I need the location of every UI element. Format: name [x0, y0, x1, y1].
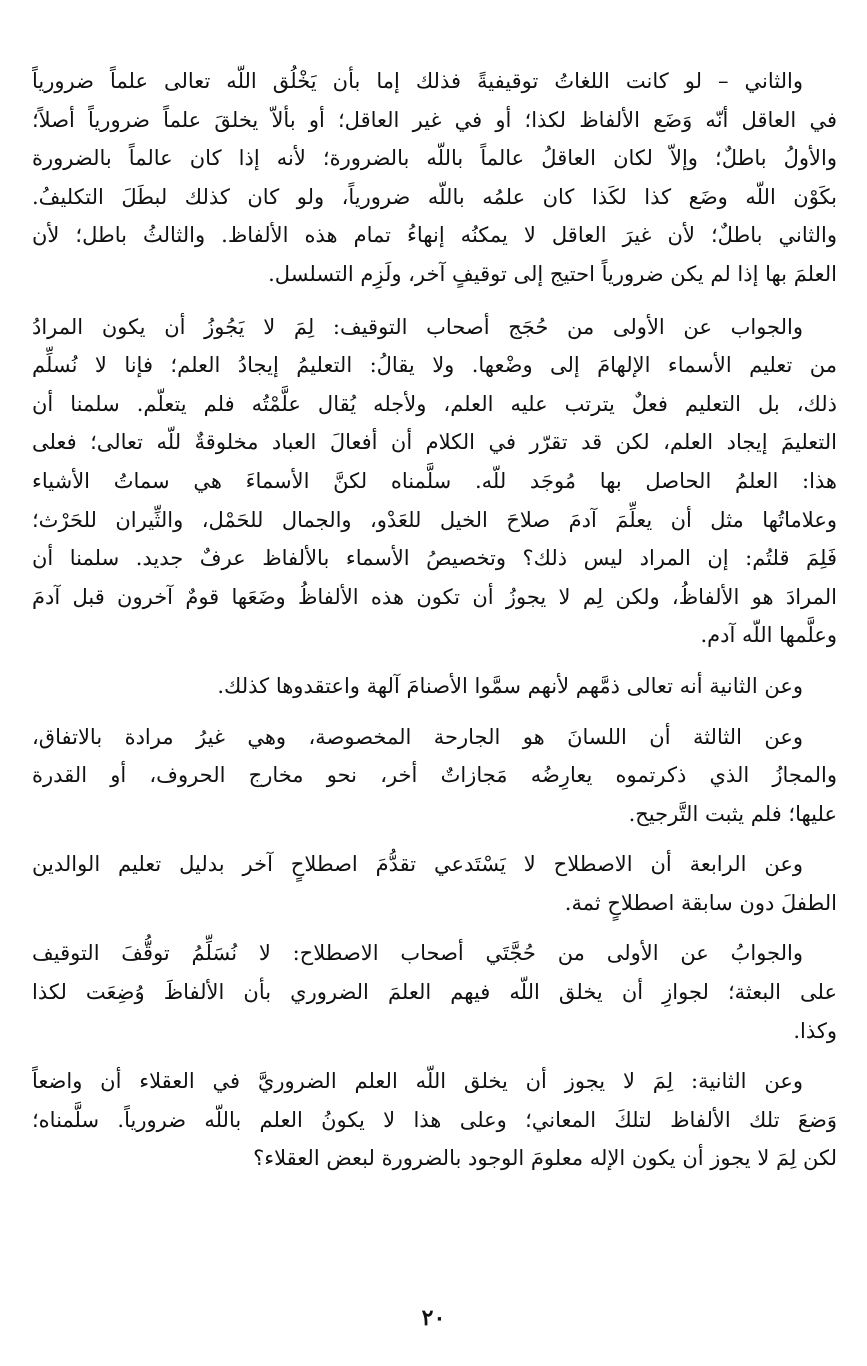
text-line: التعليمَ إيجاد العلم، لكن قد تقرّر في الكلام أن أفعالَ العباد مخلوقةٌ للّه تعالى؛ فعلى	[32, 430, 837, 455]
text-line: والجوابُ عن الأولى من حُجَّتَي أصحاب الاصطلاح: لا نُسَلِّمُ توقُّفَ التوقيف	[32, 941, 803, 966]
paragraph	[32, 934, 837, 1050]
text-line: في العاقل أنّه وَضَع الألفاظ لكذا؛ أو في غير العاقل؛ أو بألاّ يخلقَ علماً ضرورياً أصلاً؛	[32, 107, 837, 132]
text-line: فَلِمَ قلتُم: إن المراد ليس ذلك؟ وتخصيصُ الأسماء بالألفاظ عرفٌ جديد. سلمنا أن	[32, 546, 837, 571]
page-number: ٢٠	[421, 1305, 446, 1331]
text-line: ذلك، بل التعليم فعلٌ يترتب عليه العلم، ولأجله يُقال علَّمْتُه فلم يتعلّم. سلمنا أن	[32, 391, 837, 416]
text-line: عليها؛ فلم يثبت التَّرجيح.	[628, 801, 837, 826]
text-line: وعن الرابعة أن الاصطلاح لا يَسْتَدعي تقدُّمَ اصطلاحٍ آخر بدليل تعليم الوالدين	[32, 852, 803, 877]
text-line: وعن الثالثة أن اللسانَ هو الجارحة المخصوصة، وهي غيرُ مرادة بالاتفاق،	[32, 724, 803, 749]
paragraph	[32, 1062, 837, 1178]
paragraph	[32, 845, 837, 922]
text-line: الطفلَ دون سابقة اصطلاحٍ ثمة.	[564, 890, 837, 915]
text-line: والمجازُ الذي ذكرتموه يعارِضُه مَجازاتٌ أخر، نحو مخارج الحروف، أو القدرة	[32, 763, 837, 788]
text-line: والجواب عن الأولى من حُجَج أصحاب التوقيف: لِمَ لا يَجُوزُ أن يكون المرادُ	[32, 314, 803, 339]
text-line: والثاني – لو كانت اللغاتُ توقيفيةً فذلك إما بأن يَخْلُق اللّه تعالى علماً ضرورياً	[32, 69, 803, 93]
text-line: وعن الثانية: لِمَ لا يجوز أن يخلق اللّه العلم الضروريَّ في العقلاء أن واضعاً	[32, 1069, 803, 1094]
text-line: على البعثة؛ لجوازِ أن يخلق اللّه فيهم العلمَ الضروري بأن الألفاظَ وُضِعَت لكذا	[32, 980, 837, 1005]
text-line: وعلاماتُها مثل أن يعلِّمَ آدمَ صلاحَ الخيل للعَدْو، والجمال للحَمْل، والثِّيران للحَرْث؛	[32, 507, 837, 532]
text-line: المرادَ هو الألفاظُ، ولكن لِم لا يجوزُ أن تكون هذه الألفاظُ وضَعَها قومٌ آخرون قبل آدمَ	[32, 584, 837, 609]
text-line: وكذا.	[793, 1018, 837, 1043]
text-line: والأولُ باطلٌ؛ وإلاّ لكان العاقلُ عالماً باللّه بالضرورة؛ لأنه إذا كان عالماً بالضرورة	[32, 146, 837, 171]
text-line: وعلَّمها اللّه آدم.	[700, 623, 837, 648]
paragraph	[32, 667, 837, 706]
text-line: من تعليم الأسماء الإلهامَ إلى وضْعها. ولا يقالُ: التعليمُ إيجادُ العلم؛ فإنا لا نُسلِّم	[32, 353, 837, 378]
text-line: وَضعَ تلك الألفاظ لتلكَ المعاني؛ وعلى هذا لا يكونُ العلم باللّه ضرورياً. سلَّمناه؛	[32, 1107, 837, 1132]
text-line: العلمَ بها إذا لم يكن ضرورياً احتيج إلى توقيفٍ آخر، ولَزِم التسلسل.	[268, 261, 837, 286]
paragraph	[32, 308, 837, 655]
text-line: والثاني باطلٌ؛ لأن غيرَ العاقل لا يمكنُه إنهاءُ تمام هذه الألفاظ. والثالثُ باطل؛ لأن	[32, 223, 837, 248]
page-body	[32, 62, 837, 1178]
text-line: وعن الثانية أنه تعالى ذمَّهم لأنهم سمَّوا الأصنامَ آلهة واعتقدوها كذلك.	[217, 673, 803, 698]
text-line: هذا: العلمُ الحاصل بها مُوجَد للّه. سلَّمناه لكنَّ الأسماءَ هي سماتُ الأشياء	[32, 468, 837, 493]
paragraph	[32, 62, 837, 294]
text-line: بكَوْن اللّه وضَع كذا لكَذا كان علمُه باللّه ضرورياً، ولو كان كذلك لبطَلَ التكليفُ.	[32, 184, 837, 209]
paragraph	[32, 718, 837, 834]
text-line: لكن لِمَ لا يجوز أن يكون الإله معلومَ الوجود بالضرورة لبعض العقلاء؟	[253, 1146, 837, 1171]
